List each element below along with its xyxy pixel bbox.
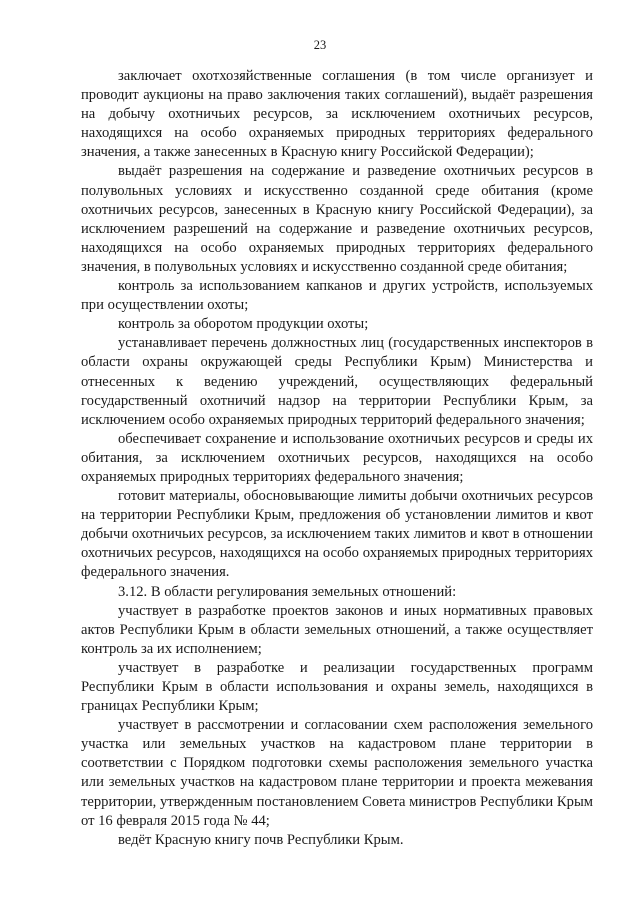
paragraph-inspectors-list: устанавливает перечень должностных лиц (государственных инспекторов в области охраны окружающей среды Республики Крым) Министерства и отнесенных к ведению учреждений, осуществляющих федеральный государственный охотничий надзор на территории Республики Крым, за исключением особо охраняемых природных территорий федерального значения; [81,335,593,428]
paragraph-trap-control: контроль за использованием капканов и других устройств, используемых при осуществлении охоты; [81,278,593,314]
paragraph-product-control: контроль за оборотом продукции охоты; [118,316,369,333]
page-number: 23 [313,38,327,52]
paragraph-cadastral-schemes: участвует в рассмотрении и согласовании схем расположения земельного участка или земельных участков на кадастровом плане территории в соответствии с Порядком подготовки схемы расположения земельного участка или земельных участков на кадастровом плане территории и проекта межевания территории, утвержденным постановлением Совета министров Республики Крым от 16 февраля 2015 года № 44; [81,717,593,829]
paragraph-hunting-limits: готовит материалы, обосновывающие лимиты добычи охотничьих ресурсов на территории Республики Крым, предложения об установлении лимитов и квот добычи охотничьих ресурсов, за исключением таких лимитов и квот в отношении охотничьих ресурсов, находящихся на особо охраняемых природных территориях федерального значения. [81,488,593,581]
document-body [81,67,593,850]
paragraph-resource-preservation: обеспечивает сохранение и использование охотничьих ресурсов и среды их обитания, за исключением охотничьих ресурсов, находящихся на особо охраняемых природных территориях федерального значения; [81,430,593,485]
paragraph-red-book-soils: ведёт Красную книгу почв Республики Крым. [118,831,404,848]
paragraph-state-programs: участвует в разработке и реализации государственных программ Республики Крым в области использования и охраны земель, находящихся в границах Республики Крым; [81,659,593,715]
section-heading-land-relations: 3.12. В области регулирования земельных отношений: [118,583,457,600]
paragraph-hunting-agreements: заключает охотхозяйственные соглашения (в том числе организует и проводит аукционы на право заключения таких соглашений), выдаёт разрешения на добычу охотничьих ресурсов, за исключением охотничьих ресурсов, находящихся на особо охраняемых природных территориях федерального значения, а также занесенных в Красную книгу Российской Федерации); [81,68,593,161]
paragraph-breeding-permits: выдаёт разрешения на содержание и разведение охотничьих ресурсов в полувольных условиях и искусственно созданной среде обитания (кроме охотничьих ресурсов, занесенных в Красную книгу Российской Федерации), за исключением разрешений на содержание и разведение охотничьих ресурсов, находящихся на особо охраняемых природных территориях федерального значения, в полувольных условиях и искусственно созданной среде обитания; [81,163,593,275]
paragraph-draft-laws: участвует в разработке проектов законов и иных нормативных правовых актов Республики Крым в области земельных отношений, а также осуществляет контроль за их исполнением; [81,602,593,657]
